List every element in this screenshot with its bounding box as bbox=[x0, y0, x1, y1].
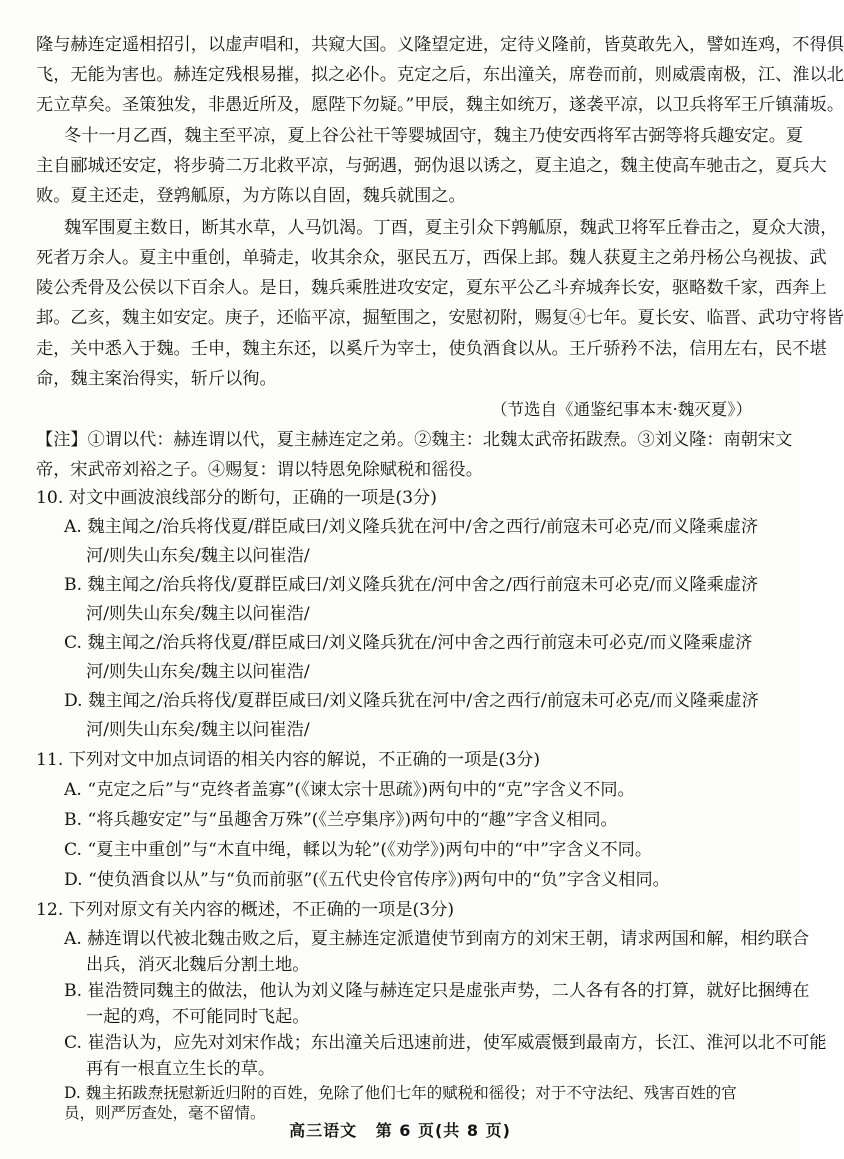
page-footer bbox=[0, 1118, 800, 1141]
question-11-stem: 11. 下列对文中加点词语的相关内容的解说，不正确的一项是(3分) bbox=[36, 750, 541, 770]
note-line: 帝，宋武帝刘裕之子。④赐复：谓以特恩免除赋税和徭役。 bbox=[36, 460, 483, 480]
question-10-option-c: C. 魏主闻之/治兵将伐夏/群臣咸曰/刘义隆兵犹在/河中舍之西行前寇未可必克/而义隆乘虚济 bbox=[64, 633, 753, 653]
question-12-option-c: C. 崔浩认为，应先对刘宋作战；东出潼关后迅速前进，使军威震慑到最南方，长江、淮河以北不可能 bbox=[64, 1033, 827, 1053]
note-line: 【注】①谓以代：赫连谓以代，夏主赫连定之弟。②魏主：北魏太武帝拓跋焘。③刘义隆：南朝宋文 bbox=[36, 430, 793, 450]
question-10-option-a-cont: 河/则失山东矣/魏主以问崔浩/ bbox=[86, 546, 310, 566]
passage-line: 无立草矣。圣策独发，非愚近所及，愿陛下勿疑。”甲辰，魏主如统万，遂袭平凉，以卫兵将军王斤镇蒲坂。 bbox=[36, 95, 844, 115]
passage-line: 命，魏主案治得实，斩斤以徇。 bbox=[36, 369, 277, 389]
question-10-option-c-cont: 河/则失山东矣/魏主以问崔浩/ bbox=[86, 662, 310, 682]
question-12-option-a-cont: 出兵，消灭北魏后分割土地。 bbox=[86, 955, 310, 975]
passage-line: 飞，无能为害也。赫连定残根易摧，拟之必仆。克定之后，东出潼关，席卷而前，则威震南极，江、淮以北 bbox=[36, 65, 844, 85]
question-12-option-b-cont: 一起的鸡，不可能同时飞起。 bbox=[86, 1007, 310, 1027]
passage-line: 死者万余人。夏主中重创，单骑走，收其余众，驱民五万，西保上邽。魏人获夏主之弟丹杨公乌视拔、武 bbox=[36, 248, 827, 268]
question-10-option-a: A. 魏主闻之/治兵将伐夏/群臣咸曰/刘义隆兵犹在河中/舍之西行/前寇未可必克/而义隆乘虚济 bbox=[64, 517, 759, 537]
passage-line: 隆与赫连定遥相招引，以虚声唱和，共窥大国。义隆望定进，定待义隆前，皆莫敢先入，譬如连鸡，不得俱 bbox=[36, 35, 844, 55]
question-12-option-c-cont: 再有一根直立生长的草。 bbox=[86, 1059, 276, 1079]
question-10-option-d: D. 魏主闻之/治兵将伐/夏群臣咸曰/刘义隆兵犹在河中/舍之西行/前寇未可必克/而义隆乘虚济 bbox=[64, 691, 759, 711]
question-11-option-d: D. “使负酒食以从”与“负而前驱”(《五代史伶官传序》)两句中的“负”字含义相同。 bbox=[64, 870, 670, 890]
passage-line: 走，关中悉入于魏。壬申，魏主东还，以奚斤为宰士，使负酒食以从。王斤骄矜不法，信用左右，民不堪 bbox=[36, 339, 827, 359]
question-12-option-d: D. 魏主拓跋焘抚慰新近归附的百姓，免除了他们七年的赋税和徭役；对于不守法纪、残害百姓的官员，则严厉查处，毫不留情。 bbox=[64, 1084, 737, 1122]
question-10-option-b: B. 魏主闻之/治兵将伐/夏群臣咸曰/刘义隆兵犹在/河中舍之/西行前寇未可必克/而义隆乘虚济 bbox=[64, 575, 759, 595]
footer-page-number: 第 6 页(共 8 页) bbox=[375, 1121, 511, 1140]
question-12-option-b: B. 崔浩赞同魏主的做法，他认为刘义隆与赫连定只是虚张声势，二人各有各的打算，就好比捆缚在 bbox=[64, 981, 810, 1001]
passage-line: 魏军围夏主数日，断其水草，人马饥渴。丁酉，夏主引众下鹑觚原，魏武卫将军丘眷击之，夏众大溃， bbox=[64, 218, 838, 238]
passage-line: 陵公秃骨及公侯以下百余人。是日，魏兵乘胜进攻安定，夏东平公乙斗弃城奔长安，驱略数千家，西奔上 bbox=[36, 278, 827, 298]
question-11-option-b: B. “将兵趣安定”与“虽趣舍万殊”(《兰亭集序》)两句中的“趣”字含义相同。 bbox=[64, 810, 618, 830]
passage-line: 邽。乙亥，魏主如安定。庚子，还临平凉，掘堑围之，安慰初附，赐复④七年。夏长安、临晋、武功守将皆 bbox=[36, 308, 844, 328]
question-10-option-d-cont: 河/则失山东矣/魏主以问崔浩/ bbox=[86, 720, 310, 740]
question-11-option-a: A. “克定之后”与“克终者盖寡”(《谏太宗十思疏》)两句中的“克”字含义不同。 bbox=[64, 780, 635, 800]
question-12-option-a: A. 赫连谓以代被北魏击败之后，夏主赫连定派遣使节到南方的刘宋王朝，请求两国和解，相约联合 bbox=[64, 929, 810, 949]
passage-source: （节选自《通鉴纪事本末·魏灭夏》） bbox=[491, 400, 752, 419]
question-11-option-c: C. “夏主中重创”与“木直中绳，輮以为轮”(《劝学》)两句中的“中”字含义不同。 bbox=[64, 840, 653, 860]
question-12-stem: 12. 下列对原文有关内容的概述，不正确的一项是(3分) bbox=[36, 900, 455, 920]
passage-line: 败。夏主还走，登鹑觚原，为方陈以自固，魏兵就围之。 bbox=[36, 186, 466, 206]
passage-line: 冬十一月乙酉，魏主至平凉，夏上谷公社干等婴城固守，魏主乃使安西将军古弼等将兵趣安定。夏 bbox=[64, 126, 804, 146]
question-10-option-b-cont: 河/则失山东矣/魏主以问崔浩/ bbox=[86, 604, 310, 624]
footer-subject: 高三语文 bbox=[289, 1121, 358, 1140]
passage-line: 主自郦城还安定，将步骑二万北救平凉，与弼遇，弼伪退以诱之，夏主追之，魏主使高车驰击之，夏兵大 bbox=[36, 156, 827, 176]
question-10-stem: 10. 对文中画波浪线部分的断句，正确的一项是(3分) bbox=[36, 488, 437, 508]
